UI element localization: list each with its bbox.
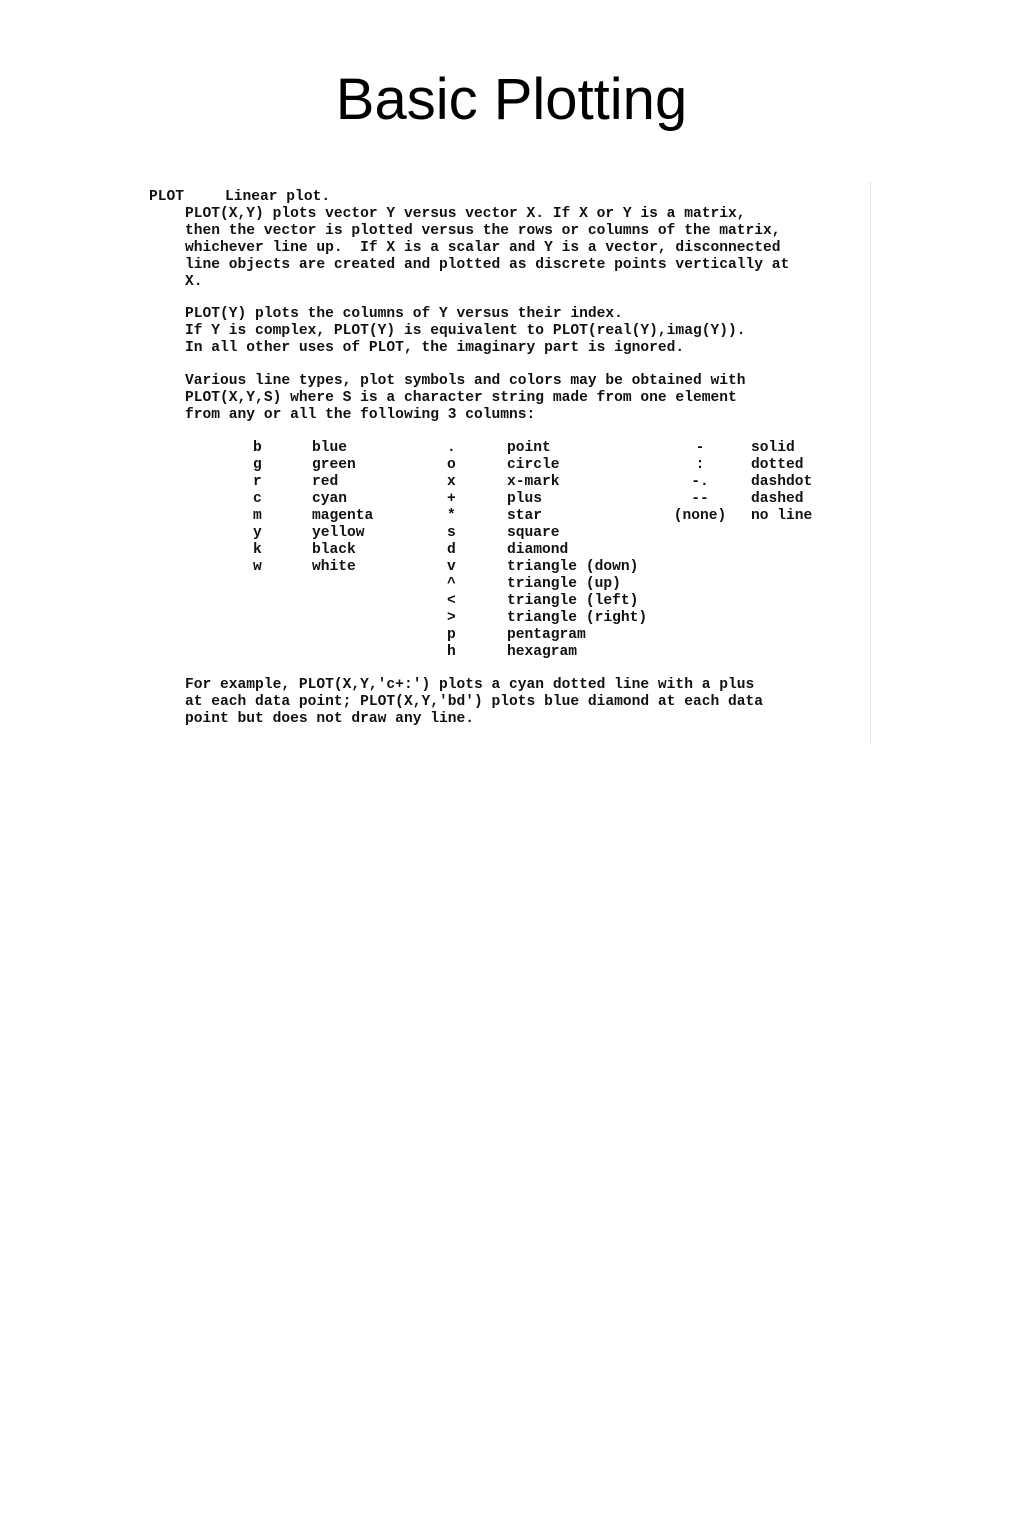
marker-code: s <box>447 525 456 541</box>
color-code: k <box>253 542 262 558</box>
marker-code: p <box>447 627 456 643</box>
color-name: white <box>312 559 356 575</box>
color-name: blue <box>312 440 348 456</box>
color-code: y <box>253 525 262 541</box>
marker-code: x <box>447 474 456 490</box>
marker-name: square <box>507 525 560 541</box>
marker-name: triangle (right) <box>507 610 648 626</box>
color-code: w <box>253 559 262 575</box>
color-name: cyan <box>312 491 348 507</box>
marker-name: pentagram <box>507 627 586 643</box>
para1-line: PLOT(X,Y) plots vector Y versus vector X. If X or Y is a matrix, <box>185 206 746 222</box>
marker-code: . <box>447 440 456 456</box>
para1-line: whichever line up. If X is a scalar and Y is a vector, disconnected <box>185 240 781 256</box>
color-code: c <box>253 491 262 507</box>
color-code: b <box>253 440 262 456</box>
linestyle-name: no line <box>751 508 813 524</box>
marker-code: d <box>447 542 456 558</box>
para2-line: If Y is complex, PLOT(Y) is equivalent to PLOT(real(Y),imag(Y)). <box>185 323 746 339</box>
marker-name: point <box>507 440 551 456</box>
para3-line: PLOT(X,Y,S) where S is a character string made from one element <box>185 390 737 406</box>
marker-name: x-mark <box>507 474 560 490</box>
marker-name: star <box>507 508 543 524</box>
para3-line: from any or all the following 3 columns: <box>185 407 536 423</box>
marker-code: o <box>447 457 456 473</box>
marker-code: > <box>447 610 456 626</box>
linestyle-code: : <box>695 457 705 473</box>
marker-name: triangle (up) <box>507 576 621 592</box>
marker-code: * <box>447 508 456 524</box>
para4-line: point but does not draw any line. <box>185 711 475 727</box>
para3-line: Various line types, plot symbols and colors may be obtained with <box>185 373 746 389</box>
slide-title: Basic Plotting <box>335 67 688 132</box>
color-name: green <box>312 457 356 473</box>
marker-name: diamond <box>507 542 569 558</box>
marker-name: triangle (down) <box>507 559 639 575</box>
linestyle-code: -. <box>691 474 709 490</box>
marker-code: v <box>447 559 456 575</box>
linestyle-code: - <box>695 440 705 456</box>
para1-line: X. <box>185 274 203 290</box>
marker-code: + <box>447 491 456 507</box>
para1-line: then the vector is plotted versus the rows or columns of the matrix, <box>185 223 781 239</box>
help-header-desc: Linear plot. <box>225 189 331 205</box>
linestyle-code: (none) <box>673 508 727 524</box>
marker-name: triangle (left) <box>507 593 639 609</box>
marker-name: circle <box>507 457 560 473</box>
color-name: red <box>312 474 339 490</box>
marker-code: ^ <box>447 576 456 592</box>
linestyle-name: solid <box>751 440 795 456</box>
linestyle-name: dotted <box>751 457 804 473</box>
marker-name: hexagram <box>507 644 578 660</box>
para4-line: at each data point; PLOT(X,Y,'bd') plots blue diamond at each data <box>185 694 764 710</box>
para4-line: For example, PLOT(X,Y,'c+:') plots a cyan dotted line with a plus <box>185 677 755 693</box>
para2-line: PLOT(Y) plots the columns of Y versus their index. <box>185 306 623 322</box>
help-header-name: PLOT <box>149 189 185 205</box>
linestyle-code: -- <box>691 491 709 507</box>
linestyle-name: dashdot <box>751 474 813 490</box>
para1-line: line objects are created and plotted as discrete points vertically at <box>185 257 790 273</box>
marker-name: plus <box>507 491 543 507</box>
color-name: yellow <box>312 525 365 541</box>
marker-code: < <box>447 593 456 609</box>
help-text-panel <box>149 182 871 744</box>
color-code: m <box>253 508 262 524</box>
linestyle-name: dashed <box>751 491 804 507</box>
marker-code: h <box>447 644 456 660</box>
color-code: g <box>253 457 262 473</box>
color-name: magenta <box>312 508 374 524</box>
color-code: r <box>253 474 262 490</box>
color-name: black <box>312 542 356 558</box>
para2-line: In all other uses of PLOT, the imaginary part is ignored. <box>185 340 685 356</box>
